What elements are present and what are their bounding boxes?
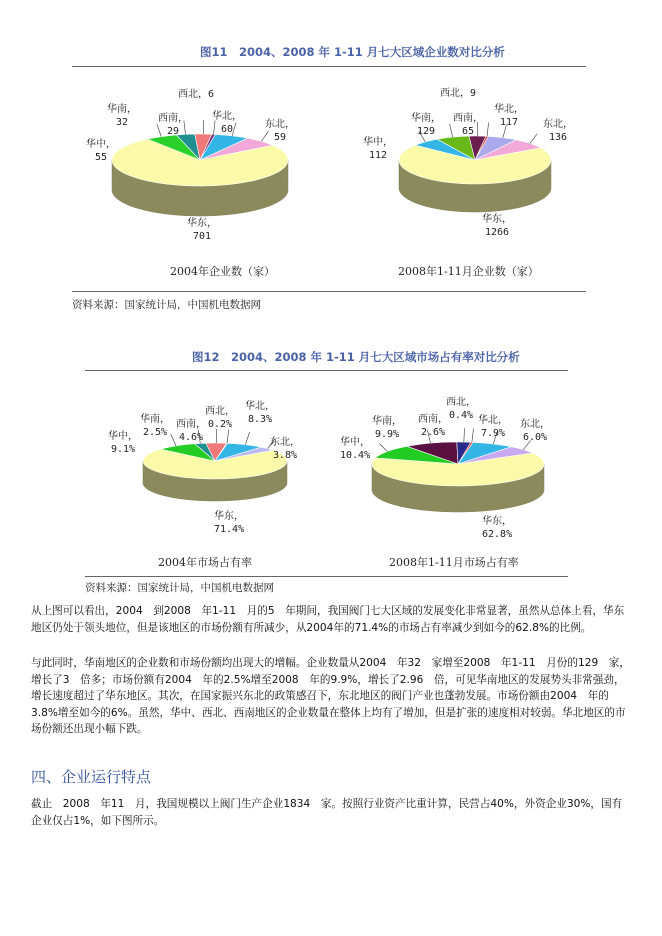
label-northwest: 西北， 0.4% <box>446 397 476 421</box>
label-central: 华中， 9.1% <box>108 431 138 455</box>
label-southwest: 西南， 4.6% <box>176 419 206 443</box>
label-east: 华东， 71.4% <box>214 511 245 535</box>
label-northwest: 西北， 0.2% <box>205 406 235 430</box>
paragraph-1-text: 从上图可以看出，2004 到2008 年1-11 月的5 年期间，我国阀门七大区域的发展变化非常显著，虽然从总体上看，华东地区仍处于领头地位，但是该地区的市场份额有所减少，从2004年的71.4%的市场占有率减少到如今的62.8%的比例。 <box>31 605 625 634</box>
label-south: 华南， 9.9% <box>372 416 402 440</box>
label-east: 华东， 62.8% <box>482 516 513 540</box>
paragraph-2-text: 与此同时，华南地区的企业数和市场份额均出现大的增幅。企业数量从2004 年32 家增至2008 年1-11 月份的129 家，增长了3 倍多；市场份额有2004 年的2.5%增至2008 年的9.9%，增长了2.96 倍，可见华南地区的发展势头非常强劲，增长速度超过了华东地区。其次，在国家振兴东北的政策感召下，东北地区的阀门产业也蓬勃发展。市场份额由2004 年的3.8%增至如今的6%。虽然，华中、西北、西南地区的企业数量在整体上均有了增加，但是扩张的速度相对较弱。华北地区的市场份额还出现小幅下跌。 <box>31 657 630 736</box>
label-northwest: 西北，6 <box>178 89 215 100</box>
label-northwest: 西北，9 <box>440 88 477 99</box>
leader-line-华中 <box>379 443 387 451</box>
paragraph-1 <box>31 603 631 636</box>
label-northeast: 东北， 3.8% <box>270 437 300 461</box>
label-north: 华北， 8.3% <box>245 401 275 425</box>
leader-line-西北 <box>472 428 474 442</box>
label-south: 华南， 32 <box>107 104 137 128</box>
figure-12-top-rule <box>85 370 568 371</box>
label-central: 华中， 55 <box>86 139 116 163</box>
label-north: 华北， 60 <box>212 111 242 135</box>
paragraph-3-text: 截止 2008 年11 月，我国规模以上阀门生产企业1834 家。按照行业资产比重计算，民营占40%，外资企业30%，国有企业仅占1%，如下图所示。 <box>31 798 623 827</box>
figure-12-source: 资料来源：国家统计局，中国机电数据网 <box>85 582 274 594</box>
figure-11-source: 资料来源：国家统计局，中国机电数据网 <box>72 299 261 311</box>
label-southwest: 西南， 29 <box>158 113 188 137</box>
caption-2004-companies: 2004年企业数（家） <box>170 265 275 278</box>
label-central: 华中， 112 <box>363 137 393 161</box>
figure-11-title: 图11 2004、2008 年 1-11 月七大区域企业数对比分析 <box>200 45 505 59</box>
section-heading: 四、企业运行特点 <box>31 768 152 786</box>
caption-2004-share: 2004年市场占有率 <box>158 556 252 569</box>
label-southwest: 西南， 65 <box>453 113 483 137</box>
label-central: 华中， 10.4% <box>340 437 371 461</box>
label-east: 华东， 1266 <box>482 214 512 238</box>
label-northeast: 东北， 136 <box>543 119 573 143</box>
paragraph-2 <box>31 655 631 738</box>
figure-12-bottom-rule <box>85 576 568 577</box>
label-south: 华南， 129 <box>411 113 441 137</box>
label-northeast: 东北， 59 <box>265 119 295 143</box>
label-northeast: 东北， 6.0% <box>520 419 550 443</box>
figure-12-title: 图12 2004、2008 年 1-11 月七大区域市场占有率对比分析 <box>192 350 520 364</box>
label-east: 华东， 701 <box>187 218 217 242</box>
label-southwest: 西南， 2.6% <box>418 414 448 438</box>
caption-2008-share: 2008年1-11月市场占有率 <box>389 556 519 569</box>
label-north: 华北， 117 <box>494 104 524 128</box>
label-north: 华北， 7.9% <box>478 415 508 439</box>
label-south: 华南， 2.5% <box>140 414 170 438</box>
caption-2008-companies: 2008年1-11月企业数（家） <box>398 265 539 278</box>
leader-line-西南 <box>464 428 465 442</box>
paragraph-3 <box>31 796 631 829</box>
figure-11-bottom-rule <box>72 291 586 292</box>
